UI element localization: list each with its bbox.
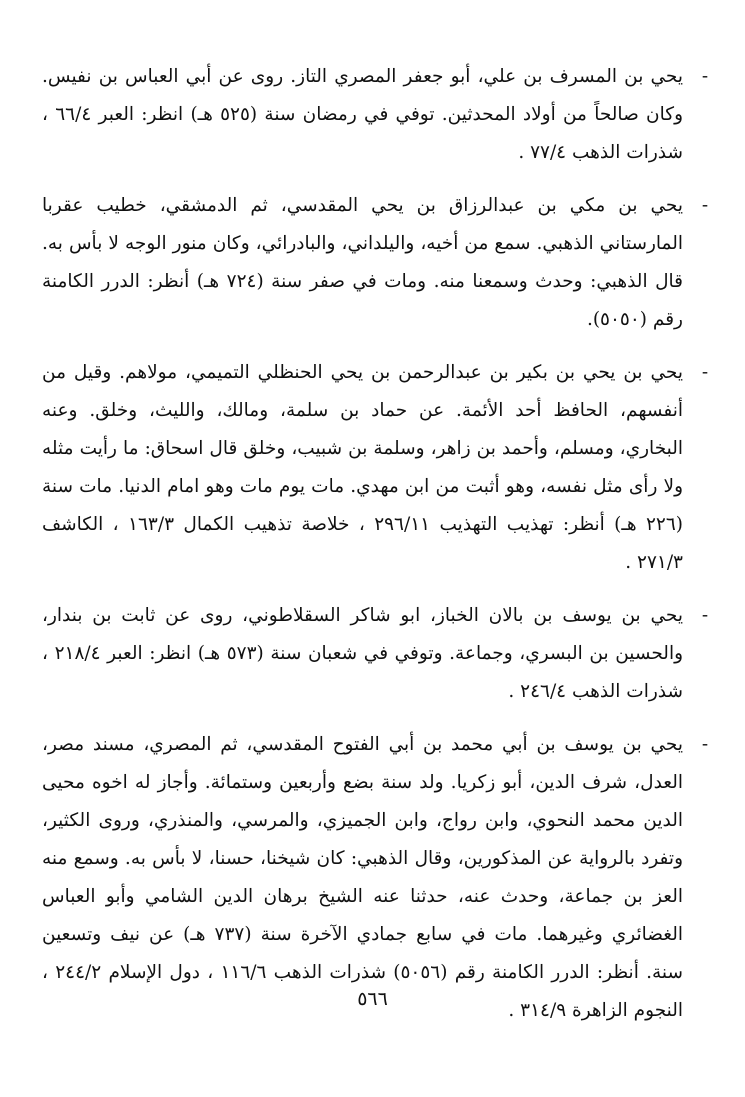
entry-text: يحي بن مكي بن عبدالرزاق بن يحي المقدسي، ثم الدمشقي، خطيب عقربا المارستاني الذهبي. سمع من أخيه، واليلداني، والبادرائي، وكان منور الوجه لا بأس به. قال الذهبي: وحدث وسمعنا منه. ومات في صفر سنة (٧٢٤ هـ) أنظر: الدرر الكامنة رقم (٥٠٥٠).: [42, 195, 683, 330]
entry-text: يحي بن يوسف بن أبي محمد بن أبي الفتوح المقدسي، ثم المصري، مسند مصر، العدل، شرف الدين، أبو زكريا. ولد سنة بضع وأربعين وستمائة. وأجاز له اخوه محيى الدين محمد النحوي، وابن رواج، وابن الجميزي، والمرسي، والمنذري، وروى الكثير، وتفرد بالرواية عن المذكورين، وقال الذهبي: كان شيخنا، حسنا، لا بأس به. وسمع منه العز بن جماعة، وحدث عنه، حدثنا عنه الشيخ برهان الدين الشامي وأبو العباس الغضائري وغيرهما. مات في سابع جمادي الآخرة سنة (٧٣٧ هـ) عن نيف وتسعين سنة. أنظر: الدرر الكامنة رقم (٥٠٥٦) شذرات الذهب ١١٦/٦ ، دول الإسلام ٢٤٤/٢ ، النجوم الزاهرة ٣١٤/٩ .: [42, 734, 683, 1021]
entry-dash-marker: -: [701, 734, 709, 755]
biography-entries: [42, 58, 717, 1045]
biography-entry: [42, 597, 717, 711]
entry-dash-marker: -: [701, 362, 709, 383]
biography-entry: [42, 726, 717, 1030]
entry-text: يحي بن يوسف بن بالان الخباز، ابو شاكر السقلاطوني، روى عن ثابت بن بندار، والحسين بن البسري، وجماعة. وتوفي في شعبان سنة (٥٧٣ هـ) انظر: العبر ٢١٨/٤ ، شذرات الذهب ٢٤٦/٤ .: [42, 605, 684, 702]
entry-text: يحي بن يحي بن بكير بن عبدالرحمن بن يحي الحنظلي التميمي، مولاهم. وقيل من أنفسهم، الحافظ أحد الأئمة. عن حماد بن سلمة، ومالك، والليث، وخلق. وعنه البخاري، ومسلم، وأحمد بن زاهر، وسلمة بن شبيب، وخلق قال اسحاق: ما رأيت مثله ولا رأى مثل نفسه، وهو أثبت من ابن مهدي. مات يوم مات وهو امام الدنيا. مات سنة (٢٢٦ هـ) أنظر: تهذيب التهذيب ٢٩٦/١١ ، خلاصة تذهيب الكمال ١٦٣/٣ ، الكاشف ٢٧١/٣ .: [42, 362, 684, 573]
biography-entry: [42, 354, 717, 582]
entry-dash-marker: -: [701, 66, 709, 87]
entry-dash-marker: -: [701, 605, 709, 626]
biography-entry: [42, 187, 717, 339]
entry-dash-marker: -: [701, 195, 709, 216]
page-number: ٥٦٦: [357, 988, 388, 1010]
entry-text: يحي بن المسرف بن علي، أبو جعفر المصري التاز. روى عن أبي العباس بن نفيس. وكان صالحاً من أولاد المحدثين. توفي في رمضان سنة (٥٢٥ هـ) انظر: العبر ٦٦/٤ ، شذرات الذهب ٧٧/٤ .: [42, 66, 684, 163]
biography-entry: [42, 58, 717, 172]
